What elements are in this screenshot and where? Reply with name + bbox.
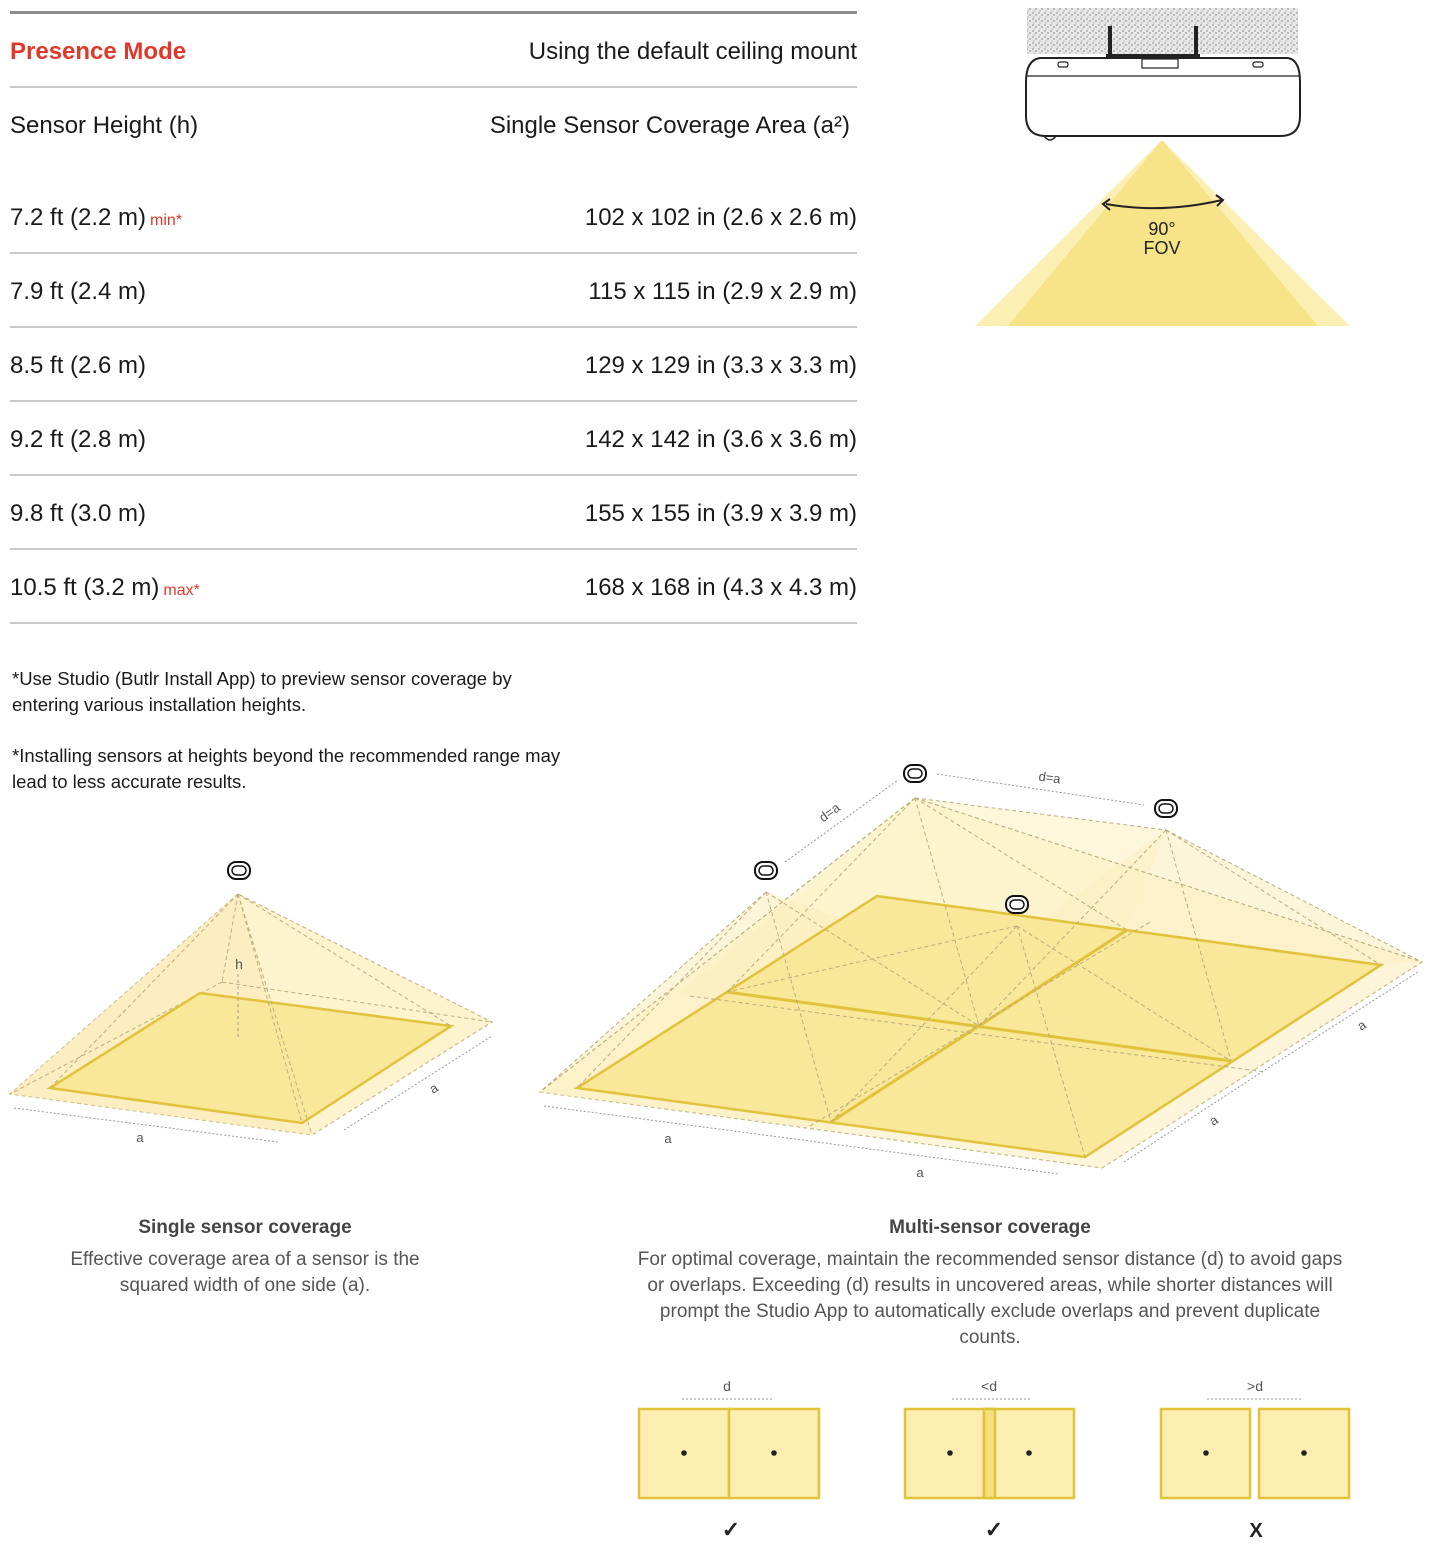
distance-label: d=a (816, 799, 843, 825)
fov-angle: 90° (1148, 219, 1176, 239)
side-label: a (1354, 1016, 1369, 1034)
multi-caption-text: For optimal coverage, maintain the recommended sensor distance (d) to avoid gaps or overlaps. Exceeding (d) results in uncovered areas, while shorter distances will prompt the Studio App to automatically exclude overlaps and prevent duplicate counts. (637, 1249, 1343, 1348)
table-row-height (10, 574, 200, 602)
sensor-icon (228, 862, 250, 879)
spacing-examples (630, 1372, 1360, 1542)
table-row-area: 129 x 129 in (3.3 x 3.3 m) (584, 352, 857, 379)
height-value: 7.2 ft (2.2 m) (10, 204, 147, 231)
fov-illustration (960, 0, 1360, 340)
note-studio-preview: *Use Studio (Butlr Install App) to preview sensor coverage by entering various installation heights. (12, 668, 512, 715)
sensor-icon (1006, 896, 1028, 913)
sensor-icon (755, 862, 777, 879)
side-label: a (916, 1165, 924, 1180)
fov-label: FOV (1143, 238, 1181, 258)
min-tag: min* (150, 212, 183, 229)
row-divider (10, 400, 857, 402)
check-icon: ✓ (721, 1517, 741, 1542)
max-tag: max* (163, 582, 200, 599)
spacing-label: >d (1247, 1378, 1263, 1394)
table-row-height: 7.9 ft (2.4 m) (10, 278, 147, 305)
check-icon: ✓ (984, 1517, 1004, 1542)
page-title: Presence Mode (10, 38, 187, 65)
table-row-height: 9.2 ft (2.8 m) (10, 426, 147, 453)
table-row-area: 168 x 168 in (4.3 x 4.3 m) (584, 574, 857, 601)
table-row-area: 142 x 142 in (3.6 x 3.6 m) (584, 426, 857, 453)
spacing-label: <d (981, 1378, 997, 1394)
column-header-area: Single Sensor Coverage Area (a²) (489, 112, 850, 139)
multi-sensor-diagram (530, 750, 1434, 1190)
page-subtitle: Using the default ceiling mount (528, 38, 857, 65)
note-height-warning: *Installing sensors at heights beyond the recommended range may lead to less accurate results. (12, 745, 561, 792)
sensor-icon (1155, 800, 1177, 817)
row-divider (10, 326, 857, 328)
sensor-icon (904, 765, 926, 782)
side-label: a (664, 1131, 672, 1146)
column-header-height: Sensor Height (h) (10, 112, 199, 139)
spacing-example-exact (639, 1378, 819, 1542)
height-label: h (235, 956, 243, 972)
single-sensor-diagram (0, 850, 520, 1160)
divider (10, 86, 857, 88)
side-label: a (136, 1130, 144, 1145)
row-divider (10, 548, 857, 550)
row-divider (10, 474, 857, 476)
table-row-area: 115 x 115 in (2.9 x 2.9 m) (588, 278, 857, 305)
distance-label: d=a (1037, 768, 1062, 787)
side-label: a (426, 1079, 441, 1097)
side-label: a (1206, 1111, 1221, 1129)
top-rule (10, 11, 857, 14)
cross-icon: X (1249, 1520, 1263, 1542)
single-caption-title: Single sensor coverage (138, 1217, 352, 1238)
table-row-height: 8.5 ft (2.6 m) (10, 352, 147, 379)
spacing-example-longer (1161, 1378, 1349, 1542)
height-value: 10.5 ft (3.2 m) (10, 574, 160, 601)
multi-caption-title: Multi-sensor coverage (889, 1217, 1091, 1238)
single-caption-text: Effective coverage area of a sensor is the squared width of one side (a). (70, 1249, 420, 1296)
table-row-area: 155 x 155 in (3.9 x 3.9 m) (584, 500, 857, 527)
spacing-label: d (723, 1378, 731, 1394)
spacing-example-shorter (905, 1378, 1074, 1542)
table-row-area: 102 x 102 in (2.6 x 2.6 m) (584, 204, 857, 231)
table-row-height (10, 204, 182, 232)
table-row-height: 9.8 ft (3.0 m) (10, 500, 147, 527)
row-divider (10, 252, 857, 254)
row-divider (10, 622, 857, 624)
ceiling-texture (1027, 8, 1298, 54)
